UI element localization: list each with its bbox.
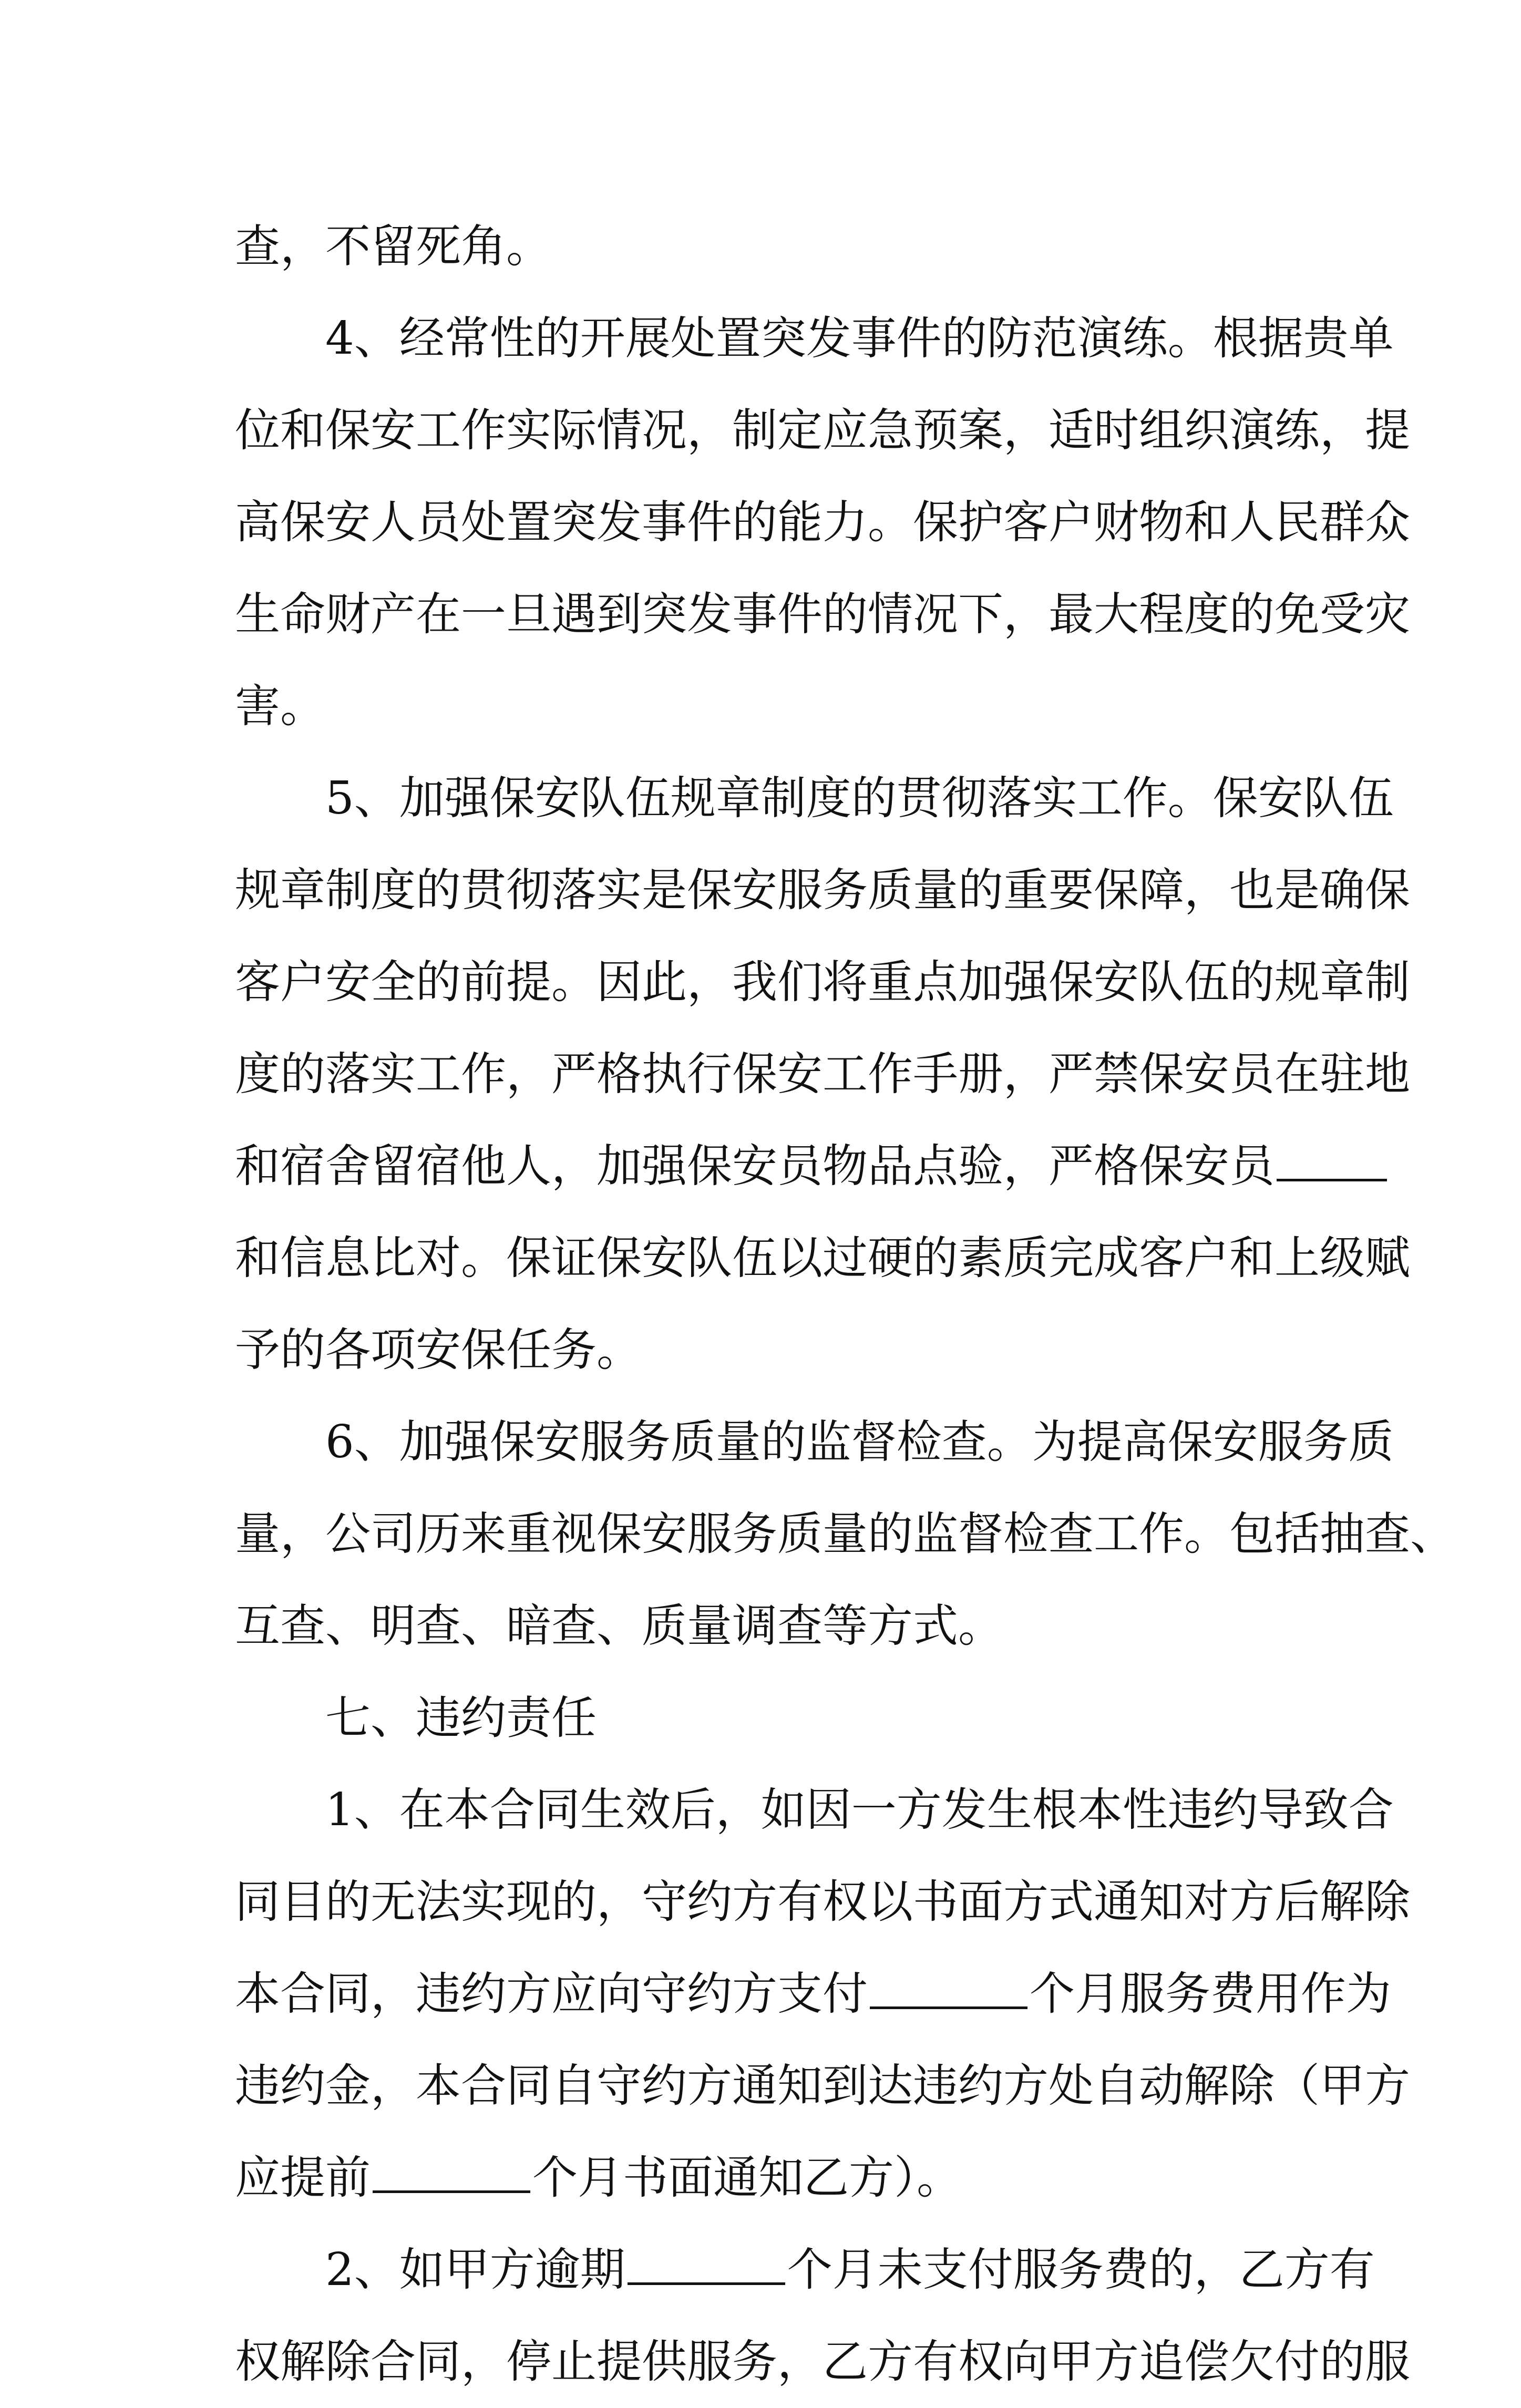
- fill-in-blank: [373, 2159, 530, 2193]
- text-line: 高保安人员处置突发事件的能力。保护客户财物和人民群众: [235, 496, 1410, 549]
- text-line: 1、在本合同生效后，如因一方发生根本性违约导致合: [325, 1784, 1394, 1836]
- text-line: 权解除合同，停止提供服务，乙方有权向甲方追偿欠付的服: [235, 2335, 1410, 2388]
- text-line: 和信息比对。保证保安队伍以过硬的素质完成客户和上级赋: [235, 1232, 1410, 1284]
- text-line-with-blank: [235, 1120, 1302, 1212]
- fill-in-blank: [870, 1975, 1027, 2009]
- text-line: 位和保安工作实际情况，制定应急预案，适时组织演练，提: [235, 404, 1410, 457]
- text-line: 查，不留死角。: [235, 220, 551, 273]
- line-text-before-blank: 本合同，违约方应向守约方支付: [235, 1968, 868, 2020]
- text-line: 生命财产在一旦遇到突发事件的情况下，最大程度的免受灾: [235, 588, 1410, 641]
- line-text-before-blank: 应提前: [235, 2152, 371, 2204]
- text-line: 量，公司历来重视保安服务质量的监督检查工作。包括抽查、: [235, 1508, 1455, 1560]
- fill-in-blank: [1277, 1147, 1387, 1181]
- section-heading: 七、违约责任: [325, 1692, 597, 1744]
- text-line-with-blank: [235, 2224, 1375, 2316]
- text-line: 度的落实工作，严格执行保安工作手册，严禁保安员在驻地: [235, 1048, 1410, 1100]
- text-line: 5、加强保安队伍规章制度的贯彻落实工作。保安队伍: [325, 772, 1394, 825]
- text-line: 违约金，本合同自守约方通知到达违约方处自动解除（甲方: [235, 2060, 1410, 2112]
- text-line: 同目的无法实现的，守约方有权以书面方式通知对方后解除: [235, 1876, 1410, 1928]
- line-text-after-blank: 个月服务费用作为: [1030, 1968, 1391, 2020]
- line-text-before-blank: 2、如甲方逾期: [325, 2244, 625, 2296]
- line-text-before-blank: 和宿舍留宿他人，加强保安员物品点验，严格保安员: [235, 1140, 1275, 1192]
- text-line: 规章制度的贯彻落实是保安服务质量的重要保障，也是确保: [235, 864, 1410, 917]
- text-line: 予的各项安保任务。: [235, 1324, 642, 1376]
- document-page: [235, 201, 1455, 2408]
- text-line: 害。: [235, 680, 325, 733]
- text-line-with-blank: [235, 1948, 1391, 2040]
- text-line: 6、加强保安服务质量的监督检查。为提高保安服务质: [325, 1416, 1394, 1468]
- text-line: 客户安全的前提。因此，我们将重点加强保安队伍的规章制: [235, 956, 1410, 1009]
- fill-in-blank: [628, 2251, 785, 2285]
- text-line: 4、经常性的开展处置突发事件的防范演练。根据贵单: [325, 312, 1394, 365]
- text-line: 互查、明查、暗查、质量调查等方式。: [235, 1600, 1003, 1652]
- line-text-after-blank: 个月未支付服务费的，乙方有: [787, 2244, 1375, 2296]
- line-text-after-blank: 个月书面通知乙方）。: [532, 2152, 962, 2204]
- text-line-with-blank: [235, 2132, 1302, 2224]
